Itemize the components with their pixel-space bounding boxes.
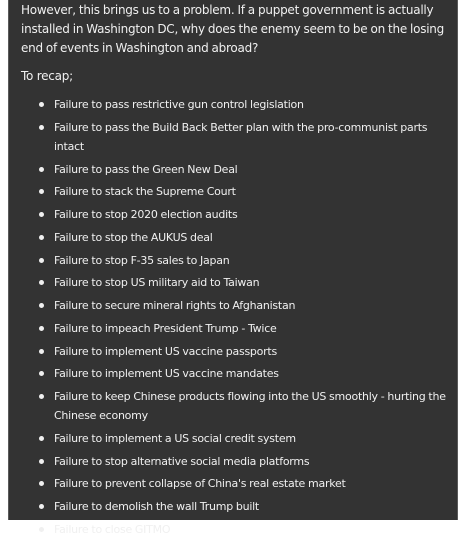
list-item-text: Failure to prevent collapse of China's real estate market <box>54 477 346 491</box>
list-item-text: Failure to impeach President Trump - Twice <box>54 321 277 335</box>
bullet-icon <box>39 189 44 194</box>
bullet-icon <box>39 280 44 285</box>
post-content <box>8 0 458 536</box>
list-item <box>9 387 457 425</box>
bullet-icon <box>39 436 44 441</box>
list-item-text: Failure to demolish the wall Trump built <box>54 500 259 513</box>
bullet-icon <box>39 258 44 263</box>
intro-paragraph: However, this brings us to a problem. If a puppet government is actually installed in Washington DC, why does the enemy seem to be on the losing end of events in Washington and abroad? <box>21 3 444 55</box>
list-item-text: Failure to pass restrictive gun control legislation <box>54 98 304 111</box>
list-item-text: Failure to stop the AUKUS deal <box>54 230 213 244</box>
bullet-icon <box>39 459 44 464</box>
list-item-text: Failure to implement US vaccine mandates <box>54 367 279 381</box>
bullet-icon <box>39 212 44 217</box>
list-item <box>9 118 457 156</box>
recap-list <box>9 95 457 543</box>
list-item <box>9 182 457 201</box>
list-item <box>9 319 457 338</box>
list-item-text: Failure to stop US military aid to Taiwan <box>54 276 260 290</box>
list-item <box>9 520 457 539</box>
list-item <box>9 364 457 383</box>
list-item-text: Failure to stop alternative social media platforms <box>54 454 310 468</box>
bullet-icon <box>39 167 44 172</box>
list-item <box>9 452 457 471</box>
list-item-text: Failure to secure mineral rights to Afghanistan <box>54 299 296 312</box>
bullet-icon <box>39 326 44 331</box>
list-item-text: Failure to implement US vaccine passports <box>54 344 277 358</box>
list-item-text: Failure to stop 2020 election audits <box>54 208 238 221</box>
list-item-text: Failure to stop F-35 sales to Japan <box>54 253 230 267</box>
bullet-icon <box>39 349 44 354</box>
list-item-text: Failure to pass the Build Back Better plan with the pro-communist parts intact <box>54 120 428 153</box>
list-item <box>9 160 457 179</box>
list-item <box>9 251 457 270</box>
list-item-text: Failure to close GITMO <box>54 522 171 536</box>
bullet-icon <box>39 481 44 486</box>
list-item <box>9 95 457 114</box>
bullet-icon <box>39 504 44 509</box>
bullet-icon <box>39 371 44 376</box>
list-item-text: Failure to stack the Supreme Court <box>54 185 236 199</box>
list-item <box>9 296 457 315</box>
list-item <box>9 429 457 448</box>
list-item <box>9 342 457 361</box>
bullet-icon <box>39 125 44 130</box>
bullet-icon <box>39 394 44 399</box>
list-item-text: Failure to pass the Green New Deal <box>54 162 238 176</box>
list-item <box>9 228 457 247</box>
list-item-text: Failure to keep Chinese products flowing into the US smoothly - hurting the Chinese economy <box>54 390 446 422</box>
bullet-icon <box>39 303 44 308</box>
list-item-text: Failure to implement a US social credit system <box>54 431 296 445</box>
bullet-icon <box>39 527 44 532</box>
list-item <box>9 273 457 292</box>
bullet-icon <box>39 235 44 240</box>
list-item <box>9 497 457 516</box>
bullet-icon <box>39 102 44 107</box>
list-item <box>9 205 457 224</box>
recap-heading: To recap; <box>21 69 73 83</box>
list-item <box>9 474 457 493</box>
